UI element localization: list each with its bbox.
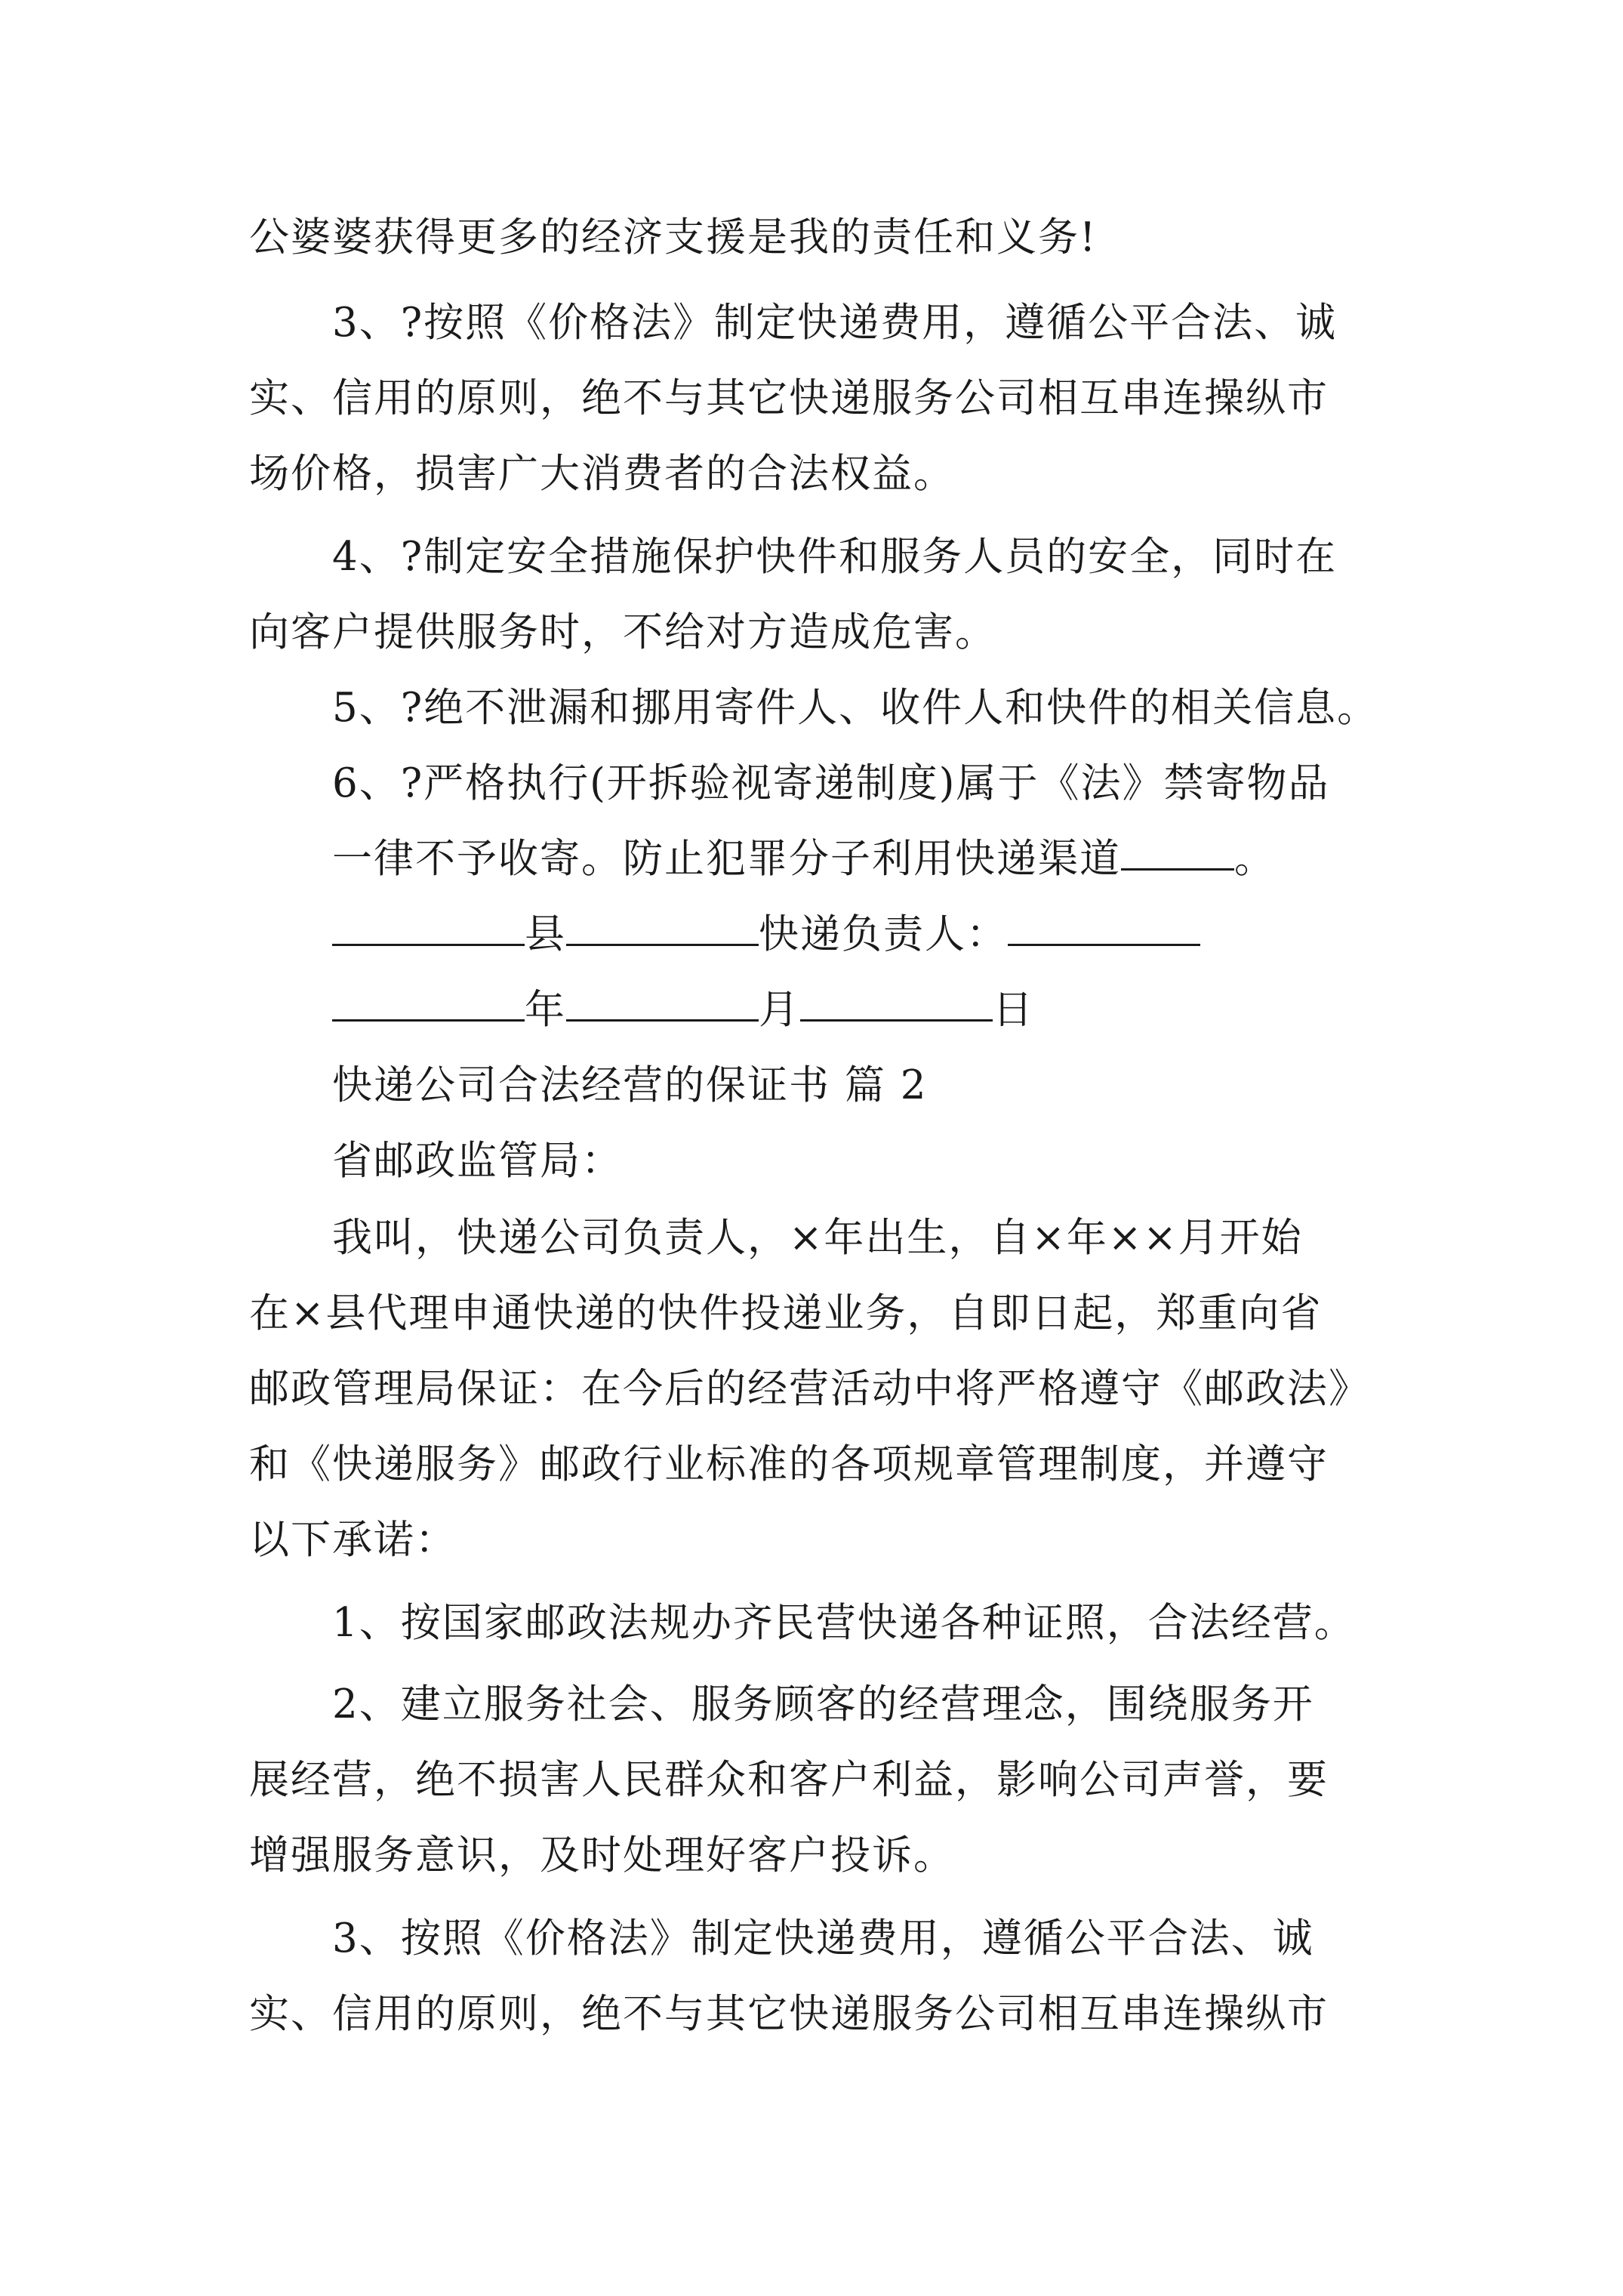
fill-blank bbox=[1008, 897, 1200, 946]
fill-blank bbox=[566, 972, 759, 1022]
text-fragment: 一律不予收寄。防止犯罪分子利用快递渠道 bbox=[332, 836, 1121, 882]
responsible-person-label: 快递负责人： bbox=[759, 911, 1008, 957]
text-line: 以下承诺： bbox=[249, 1517, 457, 1563]
month-label: 月 bbox=[759, 987, 800, 1033]
text-line: 实、信用的原则，绝不与其它快递服务公司相互串连操纵市 bbox=[249, 1991, 1329, 2037]
text-line: 1、按国家邮政法规办齐民营快递各种证照，合法经营。 bbox=[332, 1600, 1356, 1646]
text-line bbox=[332, 821, 1276, 897]
text-fragment: 。 bbox=[1234, 836, 1276, 882]
fill-blank bbox=[1121, 821, 1234, 871]
addressee: 省邮政监管局： bbox=[332, 1138, 623, 1184]
fill-blank bbox=[566, 897, 759, 946]
text-line: 我叫，快递公司负责人，×年出生，自×年××月开始 bbox=[332, 1215, 1303, 1261]
text-line: 3、?按照《价格法》制定快递费用，遵循公平合法、诚 bbox=[332, 300, 1338, 346]
text-line: 公婆婆获得更多的经济支援是我的责任和义务! bbox=[249, 214, 1098, 260]
text-line: 展经营，绝不损害人民群众和客户利益，影响公司声誉，要 bbox=[249, 1757, 1329, 1803]
county-label: 县 bbox=[525, 911, 566, 957]
text-line: 2、建立服务社会、服务顾客的经营理念，围绕服务开 bbox=[332, 1681, 1314, 1727]
fill-blank bbox=[332, 972, 525, 1022]
text-line: 6、?严格执行(开拆验视寄递制度)属于《法》禁寄物品 bbox=[332, 760, 1330, 806]
signature-line bbox=[332, 897, 1200, 972]
fill-blank bbox=[332, 897, 525, 946]
text-line: 在×县代理申通快递的快件投递业务，自即日起，郑重向省 bbox=[249, 1290, 1323, 1336]
day-label: 日 bbox=[993, 987, 1034, 1033]
section-title: 快递公司合法经营的保证书 篇 2 bbox=[332, 1062, 928, 1108]
text-line: 向客户提供服务时，不给对方造成危害。 bbox=[249, 609, 996, 655]
text-line: 实、信用的原则，绝不与其它快递服务公司相互串连操纵市 bbox=[249, 375, 1329, 421]
text-line: 增强服务意识，及时处理好客户投诉。 bbox=[249, 1832, 955, 1878]
text-line: 3、按照《价格法》制定快递费用，遵循公平合法、诚 bbox=[332, 1915, 1314, 1962]
text-line: 4、?制定安全措施保护快件和服务人员的安全，同时在 bbox=[332, 534, 1338, 580]
text-line: 和《快递服务》邮政行业标准的各项规章管理制度，并遵守 bbox=[249, 1441, 1329, 1487]
text-line: 5、?绝不泄漏和挪用寄件人、收件人和快件的相关信息。 bbox=[332, 685, 1379, 731]
text-line: 场价格，损害广大消费者的合法权益。 bbox=[249, 451, 955, 497]
date-line bbox=[332, 972, 1034, 1048]
fill-blank bbox=[800, 972, 993, 1022]
text-line: 邮政管理局保证：在今后的经营活动中将严格遵守《邮政法》 bbox=[249, 1366, 1370, 1412]
year-label: 年 bbox=[525, 987, 566, 1033]
